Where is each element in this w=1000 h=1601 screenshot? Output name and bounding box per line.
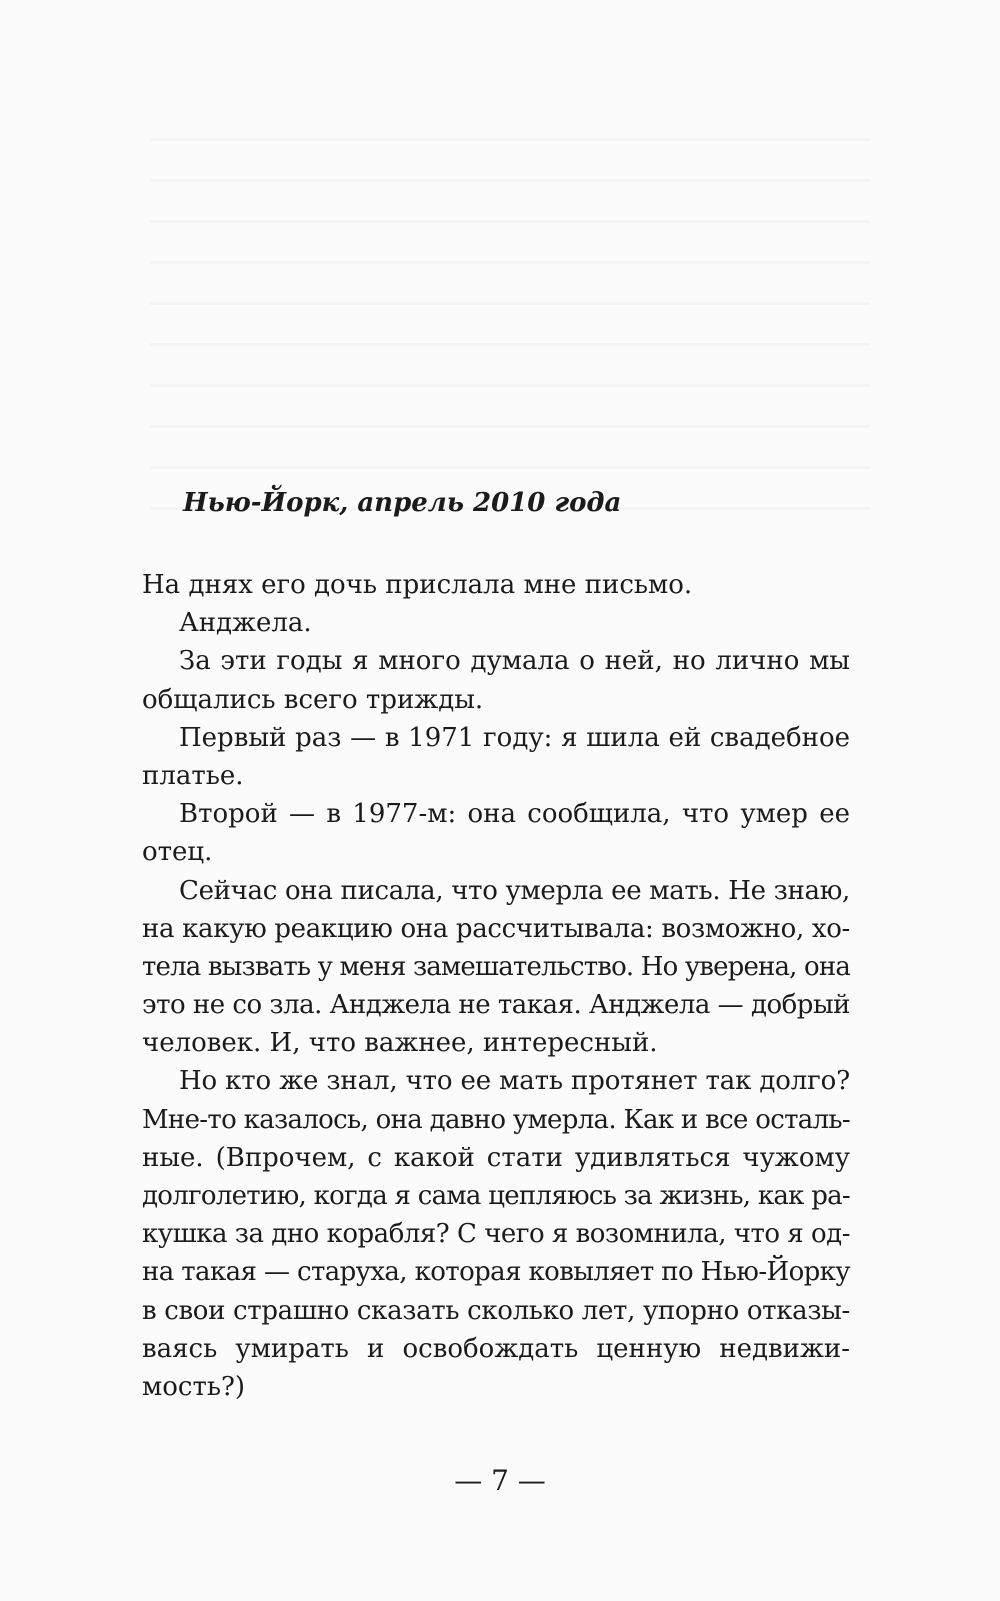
page-number: — 7 — — [454, 1464, 546, 1497]
text-line: ные. (Впрочем, с какой стати удивляться чужому — [142, 1142, 850, 1173]
text-line: На днях его дочь прислала мне письмо. — [142, 570, 693, 600]
text-line: мость?) — [142, 1371, 246, 1402]
text-line: на такая — старуха, которая ковыляет по Нью-Йорку — [142, 1257, 850, 1288]
text-line: Но кто же знал, что ее мать протянет так долго? — [179, 1066, 850, 1097]
text-line: платье. — [142, 760, 244, 791]
text-line: человек. И, что важнее, интересный. — [142, 1028, 658, 1059]
text-line: общались всего трижды. — [142, 684, 484, 715]
text-line: Первый раз — в 1971 году: я шила ей свадебное — [179, 722, 850, 753]
text-line: долголетию, когда я сама цепляюсь за жизнь, как ра- — [142, 1181, 850, 1211]
text-line: Мне-то казалось, она давно умерла. Как и все осталь- — [142, 1104, 850, 1135]
text-line: это не со зла. Анджела не такая. Анджела — добрый — [142, 990, 850, 1021]
text-line: тела вызвать у меня замешательство. Но уверена, она — [142, 951, 850, 982]
text-line: в свои страшно сказать сколько лет, упорно отказы- — [142, 1295, 850, 1326]
chapter-heading: Нью-Йорк, апрель 2010 года — [183, 488, 622, 518]
text-line: отец. — [142, 837, 213, 868]
text-line: на какую реакцию она рассчитывала: возможно, хо- — [142, 913, 850, 944]
text-line: Сейчас она писала, что умерла ее мать. Не знаю, — [179, 875, 850, 906]
body-text — [142, 566, 850, 1406]
bleed-through-background — [150, 100, 870, 510]
text-line: Второй — в 1977-м: она сообщила, что умер ее — [179, 799, 850, 830]
text-line: ваясь умирать и освобождать ценную недвижи- — [142, 1333, 850, 1364]
text-line: кушка за дно корабля? С чего я возомнила, что я од- — [142, 1219, 850, 1250]
text-line: За эти годы я много думала о ней, но лично мы — [179, 646, 850, 677]
text-line: Анджела. — [179, 608, 312, 639]
